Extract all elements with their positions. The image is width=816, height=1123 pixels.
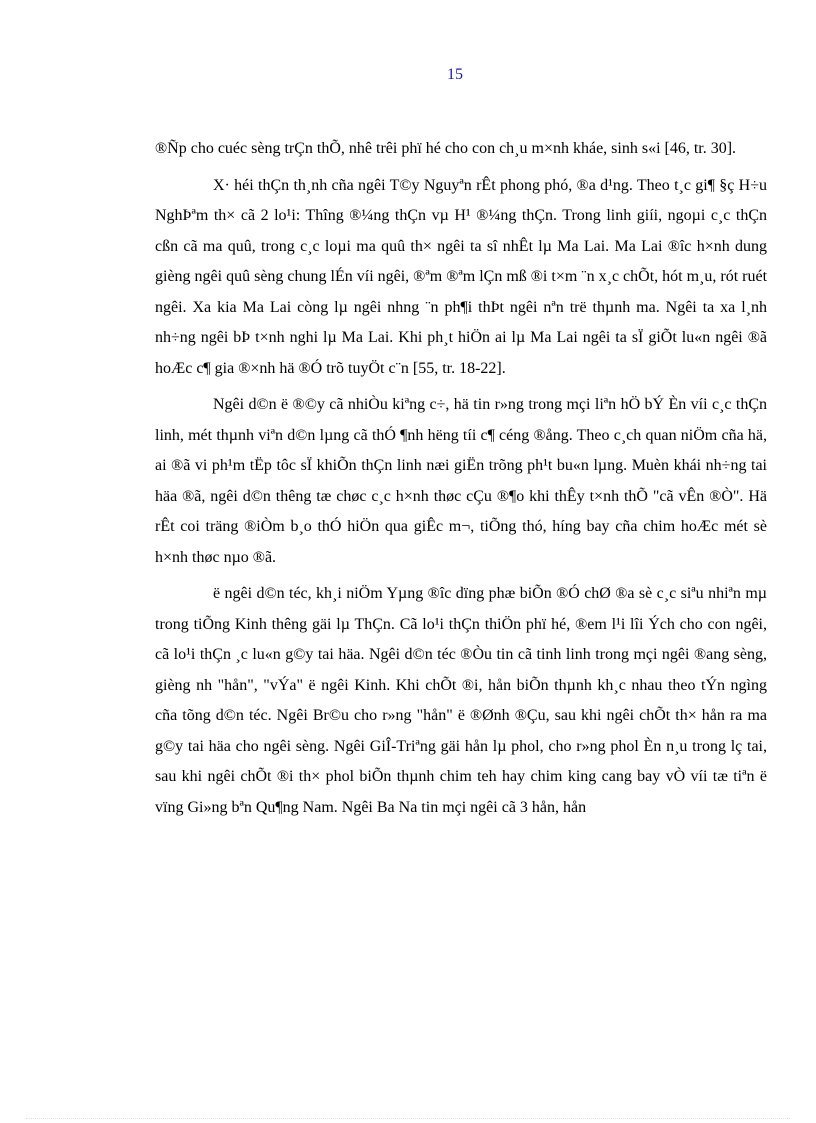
- paragraph-4: ë ngêi d©n téc, kh¸i niÖm Yµng ®îc dïng phæ biÕn ®Ó chØ ®a sè c¸c siªu nhiªn mµ trong tiÕng Kinh thêng gäi lµ ThÇn. Cã lo¹i thÇn thiÖn phï hé, ®em l¹i lîi Ých cho con ngêi, cã lo¹i thÇn ¸c lu«n g©y tai häa. Ngêi d©n téc ®Òu tin cã tinh linh trong mçi ngêi ®ang sèng, gièng nh "hån", "vÝa" ë ngêi Kinh. Khi chÕt ®i, hån biÕn thµnh kh¸c nhau theo tÝn ngìng cña tõng d©n téc. Ngêi Br©u cho r»ng "hån" ë ®Ønh ®Çu, sau khi ngêi chÕt th× hån ra ma g©y tai häa cho ngêi sèng. Ngêi GiÎ-Triªng gäi hån lµ phol, cho r»ng phol Èn n¸u trong lç tai, sau khi ngêi chÕt ®i th× phol biÕn thµnh chim teh hay chim king cang bay vÒ víi tæ tiªn ë vïng Gi»ng bªn Qu¶ng Nam. Ngêi Ba Na tin mçi ngêi cã 3 hån, hån: [155, 585, 767, 816]
- page-bottom-border: [26, 1118, 790, 1119]
- page-body: [155, 134, 767, 823]
- paragraph-2: X· héi thÇn th¸nh cña ngêi T©y Nguyªn rÊt phong phó, ®a d¹ng. Theo t¸c gi¶ §ç H÷u NghÞªm th× cã 2 lo¹i: Thîng ®¼ng thÇn vµ H¹ ®¼ng thÇn. Trong linh giíi, ngoµi c¸c thÇn cßn cã ma quû, trong c¸c loµi ma quû th× ngêi ta sî nhÊt lµ Ma Lai. Ma Lai ®îc h×nh dung gièng ngêi quû sèng chung lÉn víi ngêi, ®ªm ®ªm lÇn mß ®i t×m ¨n x¸c chÕt, hót m¸u, rót ruét ngêi. Xa kia Ma Lai còng lµ ngêi nhng ¨n ph¶i thÞt ngêi nªn trë thµnh ma. Ngêi ta xa l¸nh nh÷ng ngêi bÞ t×nh nghi lµ Ma Lai. Khi ph¸t hiÖn ai lµ Ma Lai ngêi ta sÏ giÕt lu«n ngêi ®ã hoÆc c¶ gia ®×nh hä ®Ó trõ tuyÖt c¨n [55, tr. 18-22].: [155, 176, 768, 377]
- page-number: 15: [447, 66, 463, 83]
- paragraph-3: Ngêi d©n ë ®©y cã nhiÒu kiªng c÷, hä tin r»ng trong mçi liªn hÖ bÝ Èn víi c¸c thÇn linh, mét thµnh viªn d©n lµng cã thÓ ¶nh hëng tíi c¶ céng ®ång. Theo c¸ch quan niÖm cña hä, ai ®ã vi ph¹m tËp tôc sÏ khiÕn thÇn linh næi giËn trõng ph¹t bu«n lµng. Muèn khái nh÷ng tai häa ®ã, ngêi d©n thêng tæ chøc c¸c h×nh thøc cÇu ®¶o khi thÊy t×nh thÕ "cã vÊn ®Ò". Hä rÊt coi träng ®iÒm b¸o thÓ hiÖn qua giÊc m¬, tiÕng thó, híng bay cña chim hoÆc mét sè h×nh thøc nµo ®ã.: [155, 396, 767, 566]
- paragraph-1: ®Ñp cho cuéc sèng trÇn thÕ, nhê trêi phï hé cho con ch¸u m×nh kháe, sinh s«i [46, tr. 30].: [155, 140, 737, 157]
